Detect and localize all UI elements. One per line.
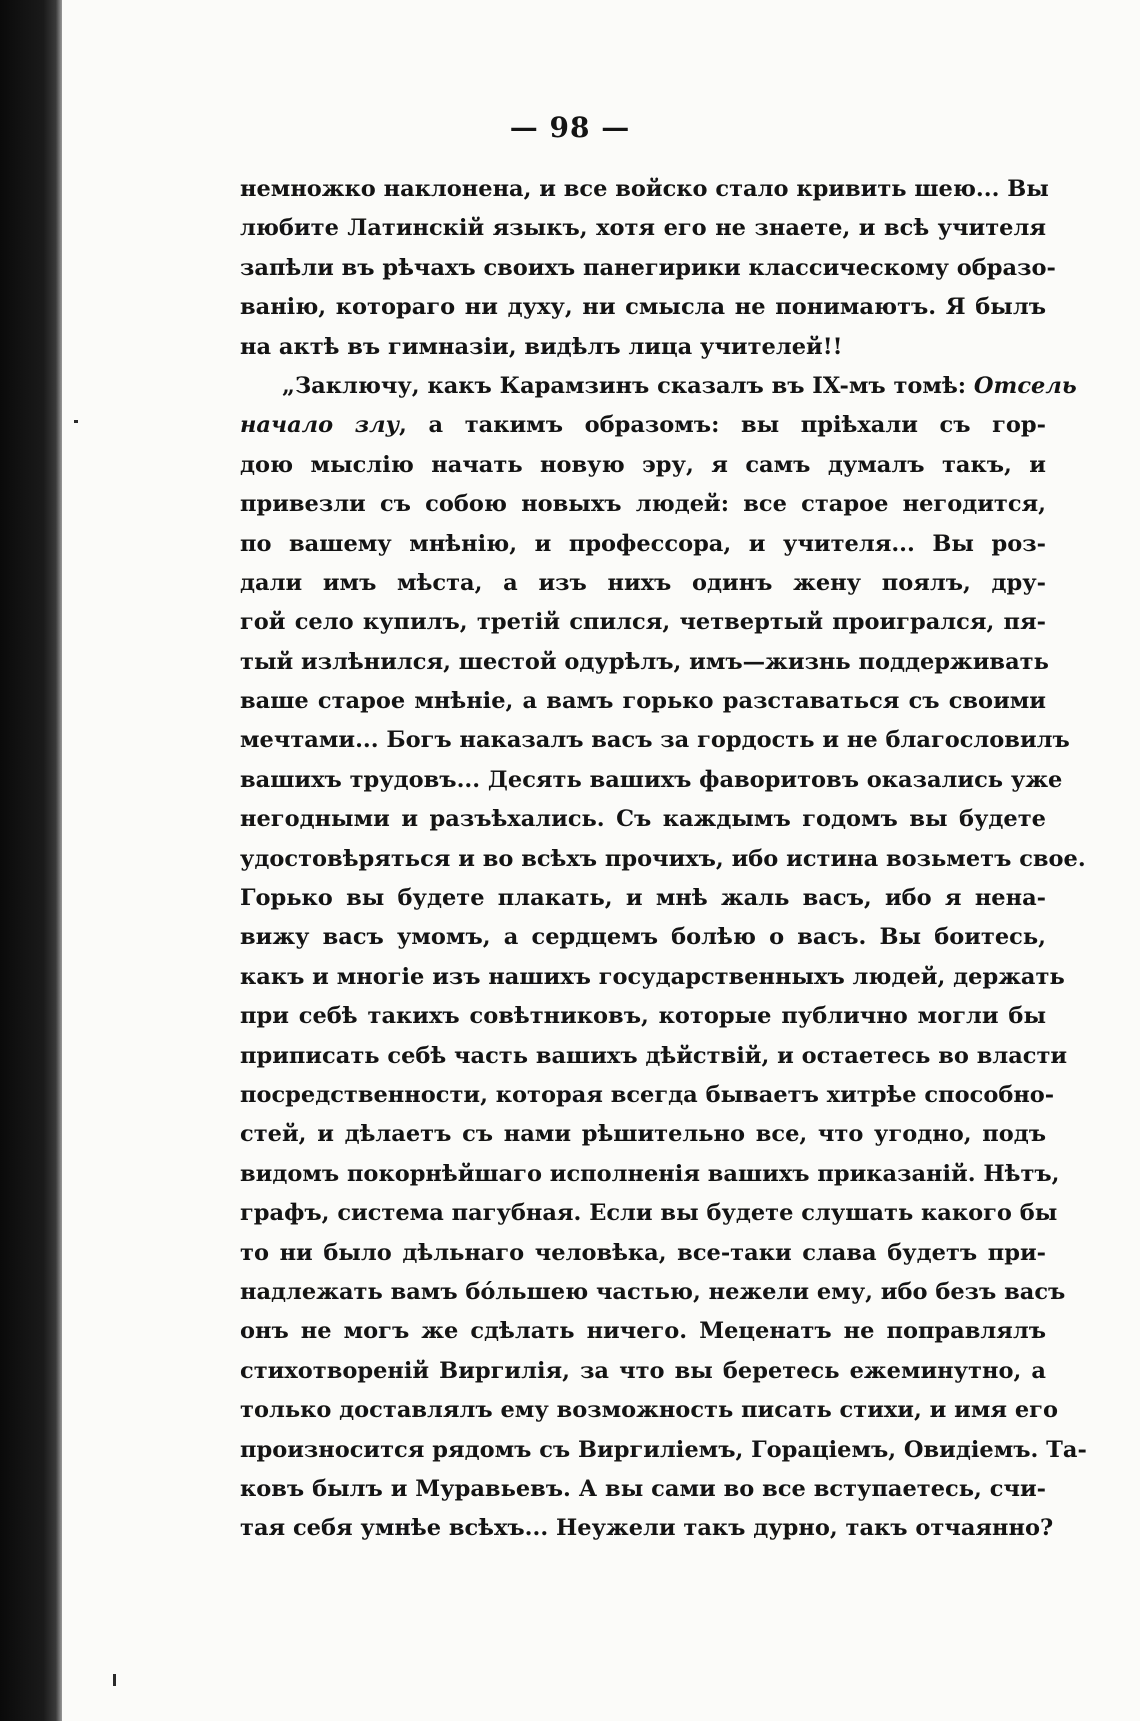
paragraph-first-line: [240, 367, 1077, 406]
text-line: на актѣ въ гимназіи, видѣлъ лица учителей!!: [240, 333, 843, 360]
text-line: стихотвореній Виргилія, за что вы беретесь ежеминутно, а: [240, 1357, 1046, 1384]
text-line: стей, и дѣлаетъ съ нами рѣшительно все, что угодно, подъ: [240, 1121, 1046, 1148]
text-line: то ни было дѣльнаго человѣка, все-таки слава будетъ при-: [240, 1239, 1046, 1266]
text-line: дали имъ мѣста, а изъ нихъ одинъ жену поялъ, дру-: [240, 569, 1046, 596]
text-line: запѣли въ рѣчахъ своихъ панегирики классическому образо-: [240, 254, 1056, 281]
text-line: мечтами... Богъ наказалъ васъ за гордость и не благословилъ: [240, 727, 1070, 754]
text-line: по вашему мнѣнію, и профессора, и учителя... Вы роз-: [240, 530, 1046, 557]
text-line: ковъ былъ и Муравьевъ. А вы сами во все вступаетесь, счи-: [240, 1475, 1046, 1502]
text-line: ванію, котораго ни духу, ни смысла не понимаютъ. Я былъ: [240, 294, 1046, 321]
text-line: какъ и многіе изъ нашихъ государственныхъ людей, держать: [240, 963, 1065, 990]
text-line: посредственности, которая всегда бываетъ хитрѣе способно-: [240, 1081, 1055, 1108]
text-segment: „Заключу, какъ Карамзинъ сказалъ въ IX-мъ томѣ:: [282, 372, 967, 399]
scan-speck: [74, 420, 78, 423]
text-line: гой село купилъ, третій спился, четвертый проигрался, пя-: [240, 609, 1046, 636]
text-line: ваше старое мнѣніе, а вамъ горько разставаться съ своими: [240, 688, 1046, 715]
text-line: тая себя умнѣе всѣхъ... Неужели такъ дурно, такъ отчаянно?: [240, 1515, 1054, 1542]
text-line: любите Латинскій языкъ, хотя его не знаете, и всѣ учителя: [240, 215, 1046, 242]
text-line: удостовѣряться и во всѣхъ прочихъ, ибо истина возьметъ свое.: [240, 845, 1086, 872]
text-line: вижу васъ умомъ, а сердцемъ болѣю о васъ. Вы боитесь,: [240, 924, 1046, 951]
text-line: надлежать вамъ бóльшею частью, нежели ему, ибо безъ васъ: [240, 1278, 1066, 1305]
text-line: онъ не могъ же сдѣлать ничего. Меценатъ не поправлялъ: [240, 1318, 1046, 1345]
text-line: [240, 406, 1046, 445]
text-line: только доставлялъ ему возможность писать стихи, и имя его: [240, 1397, 1058, 1424]
text-line: приписать себѣ часть вашихъ дѣйствій, и остаетесь во власти: [240, 1042, 1068, 1069]
text-line: видомъ покорнѣйшаго исполненія вашихъ приказаній. Нѣтъ,: [240, 1160, 1060, 1187]
scan-speck: [113, 1674, 116, 1686]
book-binding-edge: [0, 0, 62, 1721]
italic-quote-segment: начало злу: [240, 412, 400, 439]
text-line: немножко наклонена, и все войско стало кривить шею... Вы: [240, 176, 1049, 202]
italic-quote-segment: Отсель: [973, 372, 1077, 399]
text-line: привезли съ собою новыхъ людей: все старое негодится,: [240, 491, 1046, 518]
text-line: тый излѣнился, шестой одурѣлъ, имъ—жизнь поддерживать: [240, 648, 1049, 675]
body-text: [240, 170, 1087, 1549]
text-line: вашихъ трудовъ... Десять вашихъ фаворитовъ оказались уже: [240, 766, 1063, 793]
text-segment: , а такимъ образомъ: вы пріѣхали съ гор-: [399, 412, 1046, 439]
page-number: — 98 —: [509, 111, 631, 144]
text-line: графъ, система пагубная. Если вы будете слушать какого бы: [240, 1200, 1058, 1227]
text-line: Горько вы будете плакать, и мнѣ жаль васъ, ибо я нена-: [240, 885, 1046, 912]
text-line: произносится рядомъ съ Виргиліемъ, Гораціемъ, Овидіемъ. Та-: [240, 1436, 1087, 1463]
text-line: дою мыслію начать новую эру, я самъ думалъ такъ, и: [240, 451, 1046, 478]
text-line: негодными и разъѣхались. Съ каждымъ годомъ вы будете: [240, 806, 1046, 833]
text-line: при себѣ такихъ совѣтниковъ, которые публично могли бы: [240, 1003, 1046, 1030]
